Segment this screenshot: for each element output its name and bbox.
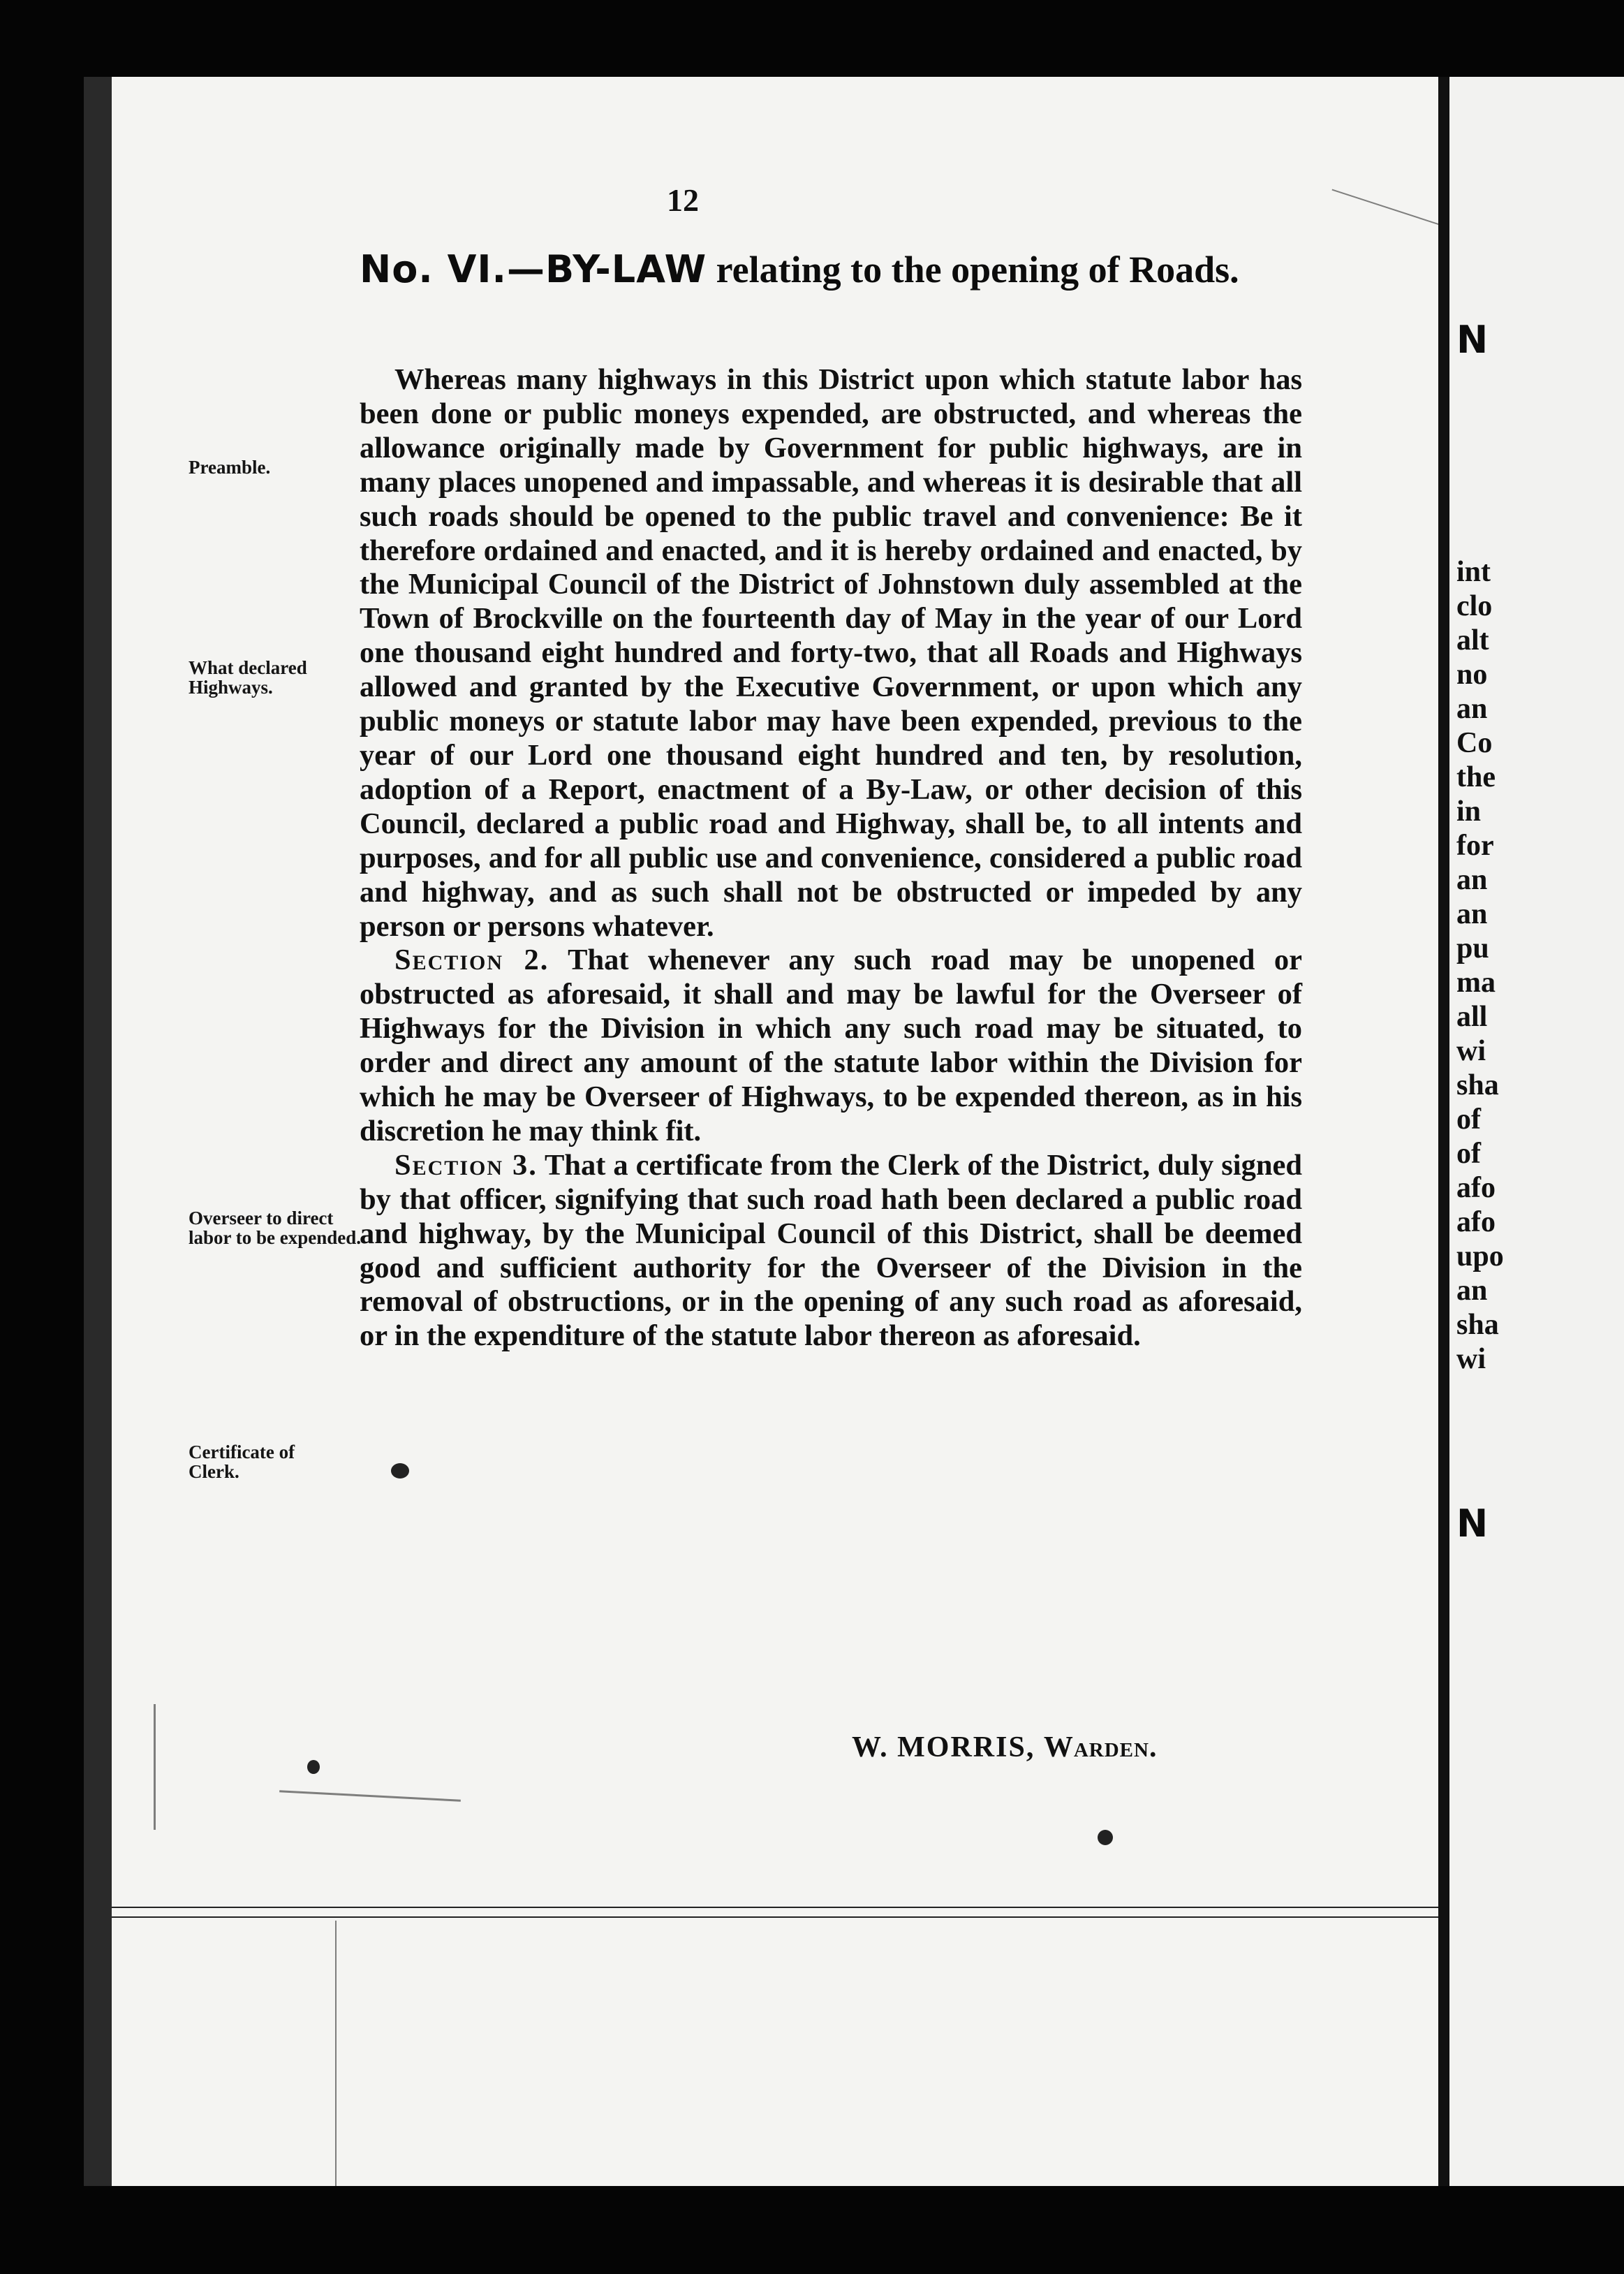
- by-law-body: [360, 363, 1302, 1354]
- adjacent-page-heading-top: N: [1456, 318, 1489, 362]
- ink-blot: [1098, 1830, 1113, 1845]
- margin-note-what-declared: What declared Highways.: [189, 657, 307, 698]
- adjacent-page-line: the: [1456, 761, 1496, 793]
- scan-streak: [154, 1704, 156, 1830]
- bottom-rule: [112, 1907, 1438, 1908]
- adjacent-page-line: for: [1456, 830, 1494, 862]
- page-gutter: [1438, 77, 1449, 2186]
- adjacent-page-line: an: [1456, 1275, 1488, 1307]
- adjacent-page-line: wi: [1456, 1035, 1486, 1067]
- scan-streak: [279, 1790, 461, 1802]
- adjacent-page-line: sha: [1456, 1309, 1499, 1341]
- signature-title: Warden.: [1043, 1731, 1158, 1763]
- adjacent-page-line: alt: [1456, 624, 1489, 656]
- margin-note-preamble: Preamble.: [189, 457, 271, 478]
- section-3-label: Section 3.: [394, 1148, 538, 1182]
- adjacent-page-line: in: [1456, 795, 1482, 828]
- adjacent-page-line: pu: [1456, 932, 1489, 964]
- adjacent-page-line: of: [1456, 1103, 1481, 1136]
- margin-note-certificate: Certificate of Clerk.: [189, 1442, 295, 1482]
- section-3-text: That a certificate from the Clerk of the District, duly signed by that officer, signifying that such road hath been declared a public road and highway, by the Municipal Council of this District, shall be deemed good and sufficient authority for the Overseer of the Division in the removal of obstructions, or in the opening of any such road as aforesaid, or in the expenditure of the statute labor thereon as aforesaid.: [360, 1148, 1303, 1353]
- ink-blot: [391, 1463, 409, 1479]
- bottom-rule-2: [112, 1916, 1438, 1918]
- title-lead: No. VI.—BY-LAW: [360, 247, 707, 291]
- adjacent-page-line: sha: [1456, 1069, 1499, 1101]
- adjacent-page-line: no: [1456, 659, 1488, 691]
- ink-blot: [307, 1760, 320, 1774]
- page-title: [360, 248, 1309, 291]
- adjacent-page-line: afo: [1456, 1172, 1496, 1204]
- scan-streak: [1332, 189, 1438, 260]
- adjacent-page-line: ma: [1456, 967, 1496, 999]
- title-rest: relating to the opening of Roads.: [716, 249, 1239, 291]
- signature-name: W. MORRIS,: [852, 1731, 1035, 1763]
- adjacent-page-line: of: [1456, 1138, 1481, 1170]
- adjacent-page-line: an: [1456, 898, 1488, 930]
- adjacent-page-line: all: [1456, 1001, 1488, 1033]
- preamble-paragraph: Whereas many highways in this District upon which statute labor has been done or public moneys expended, are obstructed, and whereas the allowance originally made by Government for public highways, are in many places unopened and impassable, and whereas it is desirable that all such roads should be opened to the public travel and convenience: Be it therefore ordained and enacted, and it is hereby ordained and enacted, by the Municipal Council of the District of Johnstown duly assembled at the Town of Brockville on the fourteenth day of May in the year of our Lord one thousand eight hundred and forty-two, that all Roads and Highways allowed and granted by the Executive Government, or upon which any public moneys or statute labor may have been expended, previous to the year of our Lord one thousand eight hundred and ten, by resolution, adoption of a Report, enactment of a By-Law, or other decision of this Council, declared a public road and Highway, shall be, to all intents and purposes, and for all public use and convenience, considered a public road and highway, and as such shall not be obstructed or impeded by any person or persons whatever.: [360, 363, 1302, 943]
- adjacent-page-line: afo: [1456, 1206, 1496, 1238]
- adjacent-page-line: int: [1456, 556, 1491, 588]
- warden-signature: [852, 1731, 1157, 1764]
- margin-note-overseer: Overseer to direct labor to be expended.: [189, 1208, 362, 1248]
- section-2-label: Section 2.: [394, 944, 549, 977]
- section-2-paragraph: [360, 944, 1302, 1148]
- page-binding-edge: [84, 77, 113, 2186]
- adjacent-page-line: an: [1456, 693, 1488, 725]
- adjacent-page-line: clo: [1456, 590, 1493, 622]
- adjacent-page-heading-bottom: N: [1456, 1502, 1489, 1546]
- adjacent-page-line: wi: [1456, 1343, 1486, 1375]
- adjacent-page-line: an: [1456, 864, 1488, 896]
- section-3-paragraph: [360, 1149, 1302, 1354]
- page-number: 12: [667, 182, 699, 218]
- adjacent-page-line: Co: [1456, 727, 1493, 759]
- adjacent-page-line: upo: [1456, 1240, 1504, 1272]
- section-2-text: That whenever any such road may be unopened or obstructed as aforesaid, it shall and may be lawful for the Overseer of Highways for the Division in which any such road may be situated, to order and direct any amount of the statute labor within the Division for which he may be Overseer of Highways, to be expended thereon, as in his discretion he may think fit.: [360, 944, 1303, 1147]
- scan-streak: [335, 1921, 337, 2186]
